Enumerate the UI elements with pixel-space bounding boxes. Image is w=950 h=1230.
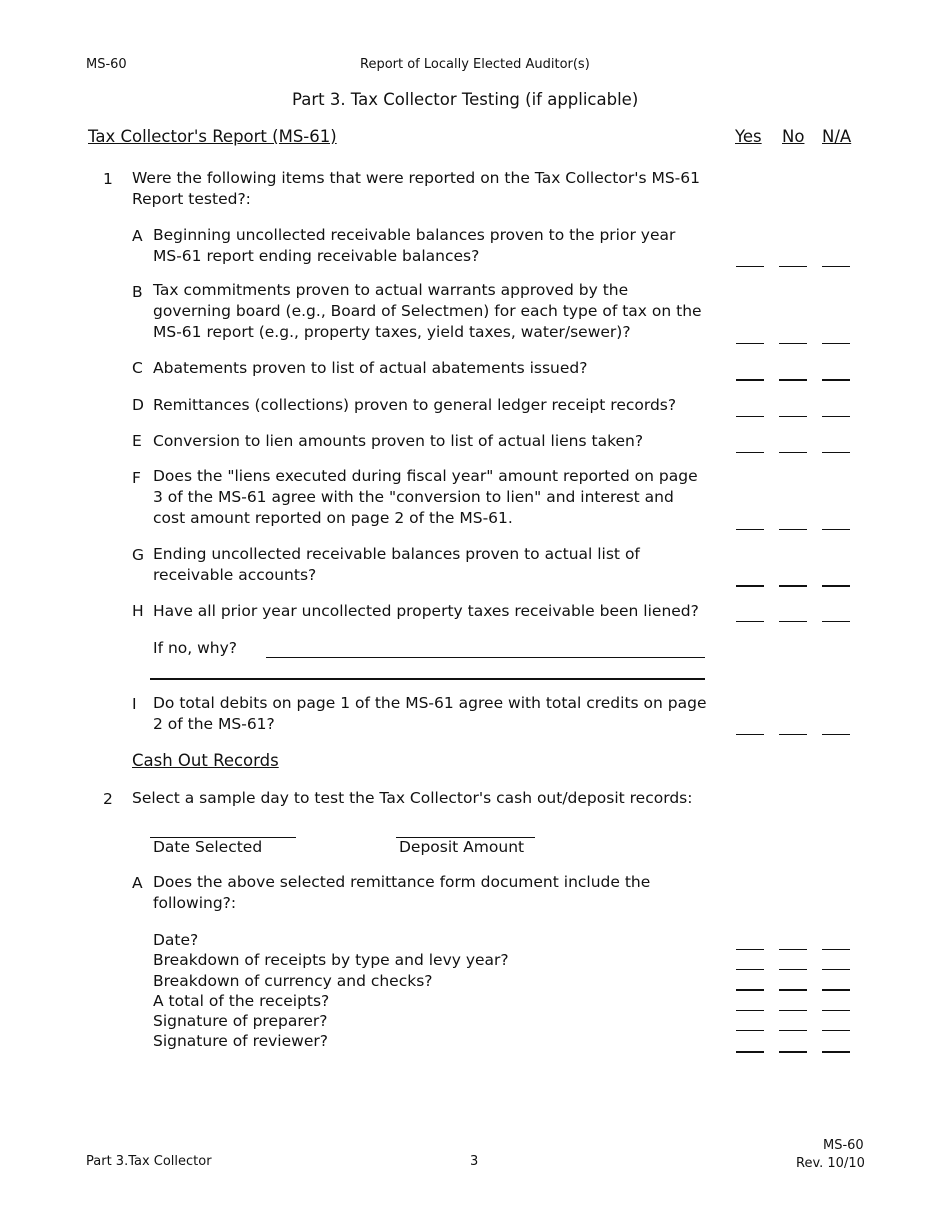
answer-f-yes[interactable] <box>736 529 764 530</box>
question-number-1: 1 <box>103 170 113 188</box>
answer-h-yes[interactable] <box>736 621 764 622</box>
item-h-text: Have all prior year uncollected property taxes receivable been liened? <box>153 602 699 620</box>
answer-h-no[interactable] <box>779 621 807 622</box>
item-letter-f: F <box>132 469 141 487</box>
answer-2a-type-levy-yes[interactable] <box>736 969 764 970</box>
sub-item-breakdown-currency: Breakdown of currency and checks? <box>153 971 433 990</box>
answer-a-yes[interactable] <box>736 266 764 267</box>
answer-2a-preparer-yes[interactable] <box>736 1030 764 1031</box>
answer-2a-currency-yes[interactable] <box>736 989 764 991</box>
answer-2a-type-levy-no[interactable] <box>779 969 807 970</box>
item-d-text: Remittances (collections) proven to general ledger receipt records? <box>153 396 677 414</box>
answer-c-no[interactable] <box>779 379 807 381</box>
footer-section-label: Part 3.Tax Collector <box>86 1154 212 1169</box>
sub-item-breakdown-type-levy: Breakdown of receipts by type and levy year? <box>153 951 509 970</box>
answer-2a-reviewer-no[interactable] <box>779 1051 807 1053</box>
answer-c-yes[interactable] <box>736 379 764 381</box>
footer-revision: Rev. 10/10 <box>796 1156 865 1171</box>
item-letter-a: A <box>132 227 143 245</box>
footer-form-id: MS-60 <box>823 1138 864 1153</box>
item-b-text: Tax commitments proven to actual warrants approved by the governing board (e.g., Board of Selectmen) for each type of tax on the MS-61 report (e.g., property taxes, yield taxes, water/sewer)? <box>153 281 702 341</box>
answer-f-no[interactable] <box>779 529 807 530</box>
answer-2a-total-no[interactable] <box>779 1010 807 1011</box>
report-title: Report of Locally Elected Auditor(s) <box>360 57 590 72</box>
item-letter-c: C <box>132 359 143 377</box>
answer-d-no[interactable] <box>779 416 807 417</box>
sub-item-signature-reviewer: Signature of reviewer? <box>153 1032 328 1051</box>
item-letter-i: I <box>132 695 137 713</box>
answer-b-na[interactable] <box>822 343 850 344</box>
answer-a-na[interactable] <box>822 266 850 267</box>
answer-2a-date-yes[interactable] <box>736 949 764 950</box>
answer-g-no[interactable] <box>779 585 807 587</box>
footer-page-number: 3 <box>470 1154 479 1169</box>
date-selected-label: Date Selected <box>153 838 263 856</box>
column-header-yes: Yes <box>735 127 762 146</box>
answer-c-na[interactable] <box>822 379 850 381</box>
answer-2a-total-yes[interactable] <box>736 1010 764 1011</box>
answer-g-yes[interactable] <box>736 585 764 587</box>
sub-item-date: Date? <box>153 931 199 949</box>
item-g-text: Ending uncollected receivable balances proven to actual list of receivable accounts? <box>153 545 640 584</box>
sub-item-signature-preparer: Signature of preparer? <box>153 1012 328 1031</box>
question-2-text: Select a sample day to test the Tax Collector's cash out/deposit records: <box>132 789 693 807</box>
item-c-text: Abatements proven to list of actual abatements issued? <box>153 359 588 377</box>
answer-i-no[interactable] <box>779 734 807 735</box>
answer-f-na[interactable] <box>822 529 850 530</box>
answer-2a-preparer-no[interactable] <box>779 1030 807 1031</box>
answer-g-na[interactable] <box>822 585 850 587</box>
answer-i-na[interactable] <box>822 734 850 735</box>
answer-e-na[interactable] <box>822 452 850 453</box>
item-2a-text: Does the above selected remittance form document include the following?: <box>153 873 651 912</box>
answer-2a-currency-na[interactable] <box>822 989 850 991</box>
part-title: Part 3. Tax Collector Testing (if applicable) <box>292 90 639 109</box>
sub-item-total-receipts: A total of the receipts? <box>153 991 330 1010</box>
deposit-amount-label: Deposit Amount <box>399 838 525 856</box>
if-no-why-input-line[interactable] <box>266 657 705 658</box>
form-id-header: MS-60 <box>86 57 127 72</box>
answer-h-na[interactable] <box>822 621 850 622</box>
answer-e-no[interactable] <box>779 452 807 453</box>
section-title-tax-collector-report: Tax Collector's Report (MS-61) <box>88 127 337 146</box>
answer-2a-type-levy-na[interactable] <box>822 969 850 970</box>
answer-2a-date-no[interactable] <box>779 949 807 950</box>
answer-d-na[interactable] <box>822 416 850 417</box>
sub-items-list <box>153 930 509 1052</box>
answer-d-yes[interactable] <box>736 416 764 417</box>
item-letter-d: D <box>132 396 144 414</box>
answer-b-yes[interactable] <box>736 343 764 344</box>
column-header-no: No <box>782 127 805 146</box>
column-header-na: N/A <box>822 127 852 146</box>
item-letter-g: G <box>132 546 145 564</box>
section-title-cash-out-records: Cash Out Records <box>132 751 279 770</box>
answer-2a-total-na[interactable] <box>822 1010 850 1011</box>
answer-a-no[interactable] <box>779 266 807 267</box>
item-letter-b: B <box>132 283 143 301</box>
question-1-text: Were the following items that were reported on the Tax Collector's MS-61 Report tested?: <box>132 169 700 208</box>
answer-b-no[interactable] <box>779 343 807 344</box>
item-letter-e: E <box>132 432 142 450</box>
item-f-text: Does the "liens executed during fiscal year" amount reported on page 3 of the MS-61 agree with the "conversion to lien" and interest and cost amount reported on page 2 of the MS-61. <box>153 467 698 527</box>
item-e-text: Conversion to lien amounts proven to list of actual liens taken? <box>153 432 644 450</box>
answer-e-yes[interactable] <box>736 452 764 453</box>
item-a-text: Beginning uncollected receivable balances proven to the prior year MS-61 report ending receivable balances? <box>153 226 676 265</box>
if-no-why-label: If no, why? <box>153 639 238 657</box>
item-i-text: Do total debits on page 1 of the MS-61 agree with total credits on page 2 of the MS-61? <box>153 694 707 733</box>
question-number-2: 2 <box>103 790 113 808</box>
answer-2a-date-na[interactable] <box>822 949 850 950</box>
if-no-why-second-line[interactable] <box>150 678 705 680</box>
answer-2a-currency-no[interactable] <box>779 989 807 991</box>
item-2a-letter: A <box>132 874 143 892</box>
answer-2a-reviewer-na[interactable] <box>822 1051 850 1053</box>
answer-i-yes[interactable] <box>736 734 764 735</box>
answer-2a-preparer-na[interactable] <box>822 1030 850 1031</box>
answer-2a-reviewer-yes[interactable] <box>736 1051 764 1053</box>
item-letter-h: H <box>132 602 144 620</box>
